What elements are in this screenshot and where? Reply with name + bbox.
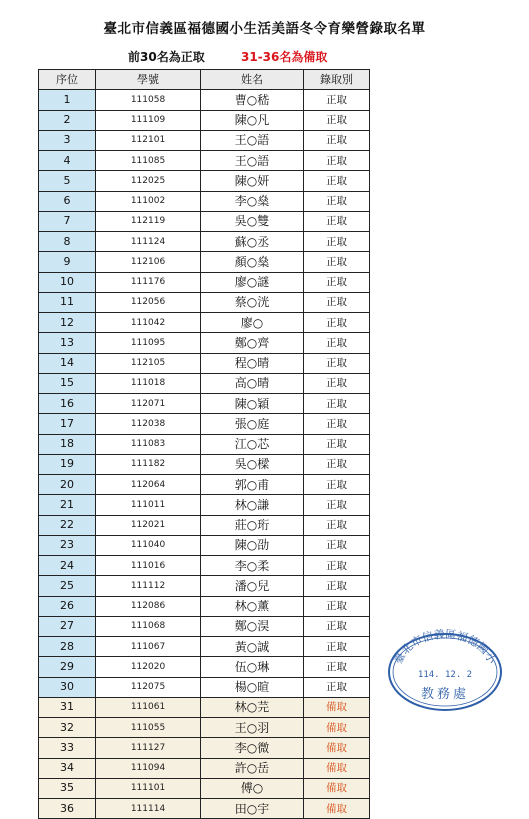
table-row bbox=[39, 394, 370, 414]
stamp-date: 114. 12. 2 bbox=[417, 670, 473, 680]
table-row bbox=[39, 191, 370, 211]
table-row bbox=[39, 151, 370, 171]
student-id-cell: 111058 bbox=[96, 90, 201, 110]
student-id-cell: 111101 bbox=[96, 778, 201, 798]
name-cell: 莊○珩 bbox=[201, 515, 304, 535]
name-cell: 林○薰 bbox=[201, 596, 304, 616]
status-cell: 正取 bbox=[304, 515, 370, 535]
name-cell: 林○芫 bbox=[201, 697, 304, 717]
table-row bbox=[39, 252, 370, 272]
student-id-cell: 112101 bbox=[96, 130, 201, 150]
name-cell: 黃○誠 bbox=[201, 637, 304, 657]
name-cell: 吳○樑 bbox=[201, 454, 304, 474]
admission-table bbox=[38, 69, 370, 819]
name-cell: 王○語 bbox=[201, 130, 304, 150]
name-cell: 程○晴 bbox=[201, 353, 304, 373]
status-cell: 正取 bbox=[304, 596, 370, 616]
student-id-cell: 111124 bbox=[96, 232, 201, 252]
table-row bbox=[39, 171, 370, 191]
name-cell: 林○謙 bbox=[201, 495, 304, 515]
admitted-note: 前30名為正取 bbox=[128, 50, 205, 64]
table-row bbox=[39, 596, 370, 616]
student-id-cell: 111109 bbox=[96, 110, 201, 130]
student-id-cell: 111085 bbox=[96, 151, 201, 171]
table-row bbox=[39, 333, 370, 353]
table-row bbox=[39, 110, 370, 130]
name-cell: 蘇○丞 bbox=[201, 232, 304, 252]
table-row bbox=[39, 353, 370, 373]
name-cell: 傅○ bbox=[201, 778, 304, 798]
status-cell: 正取 bbox=[304, 130, 370, 150]
status-cell: 正取 bbox=[304, 373, 370, 393]
status-cell: 正取 bbox=[304, 353, 370, 373]
status-cell: 正取 bbox=[304, 637, 370, 657]
student-id-cell: 111112 bbox=[96, 576, 201, 596]
name-cell: 伍○琳 bbox=[201, 657, 304, 677]
status-cell: 正取 bbox=[304, 454, 370, 474]
rank-cell: 1 bbox=[39, 90, 96, 110]
rank-cell: 17 bbox=[39, 414, 96, 434]
student-id-cell: 111068 bbox=[96, 616, 201, 636]
header-rank: 序位 bbox=[39, 70, 96, 90]
table-row bbox=[39, 130, 370, 150]
student-id-cell: 111002 bbox=[96, 191, 201, 211]
student-id-cell: 112105 bbox=[96, 353, 201, 373]
table-row bbox=[39, 454, 370, 474]
name-cell: 潘○兒 bbox=[201, 576, 304, 596]
student-id-cell: 112020 bbox=[96, 657, 201, 677]
student-id-cell: 111042 bbox=[96, 313, 201, 333]
status-cell: 正取 bbox=[304, 333, 370, 353]
header-name: 姓名 bbox=[201, 70, 304, 90]
status-cell: 正取 bbox=[304, 535, 370, 555]
rank-cell: 16 bbox=[39, 394, 96, 414]
waitlist-note: 31-36名為備取 bbox=[241, 50, 328, 64]
student-id-cell: 111182 bbox=[96, 454, 201, 474]
rank-cell: 7 bbox=[39, 211, 96, 231]
rank-cell: 27 bbox=[39, 616, 96, 636]
name-cell: 顏○燊 bbox=[201, 252, 304, 272]
rank-cell: 32 bbox=[39, 718, 96, 738]
rank-cell: 30 bbox=[39, 677, 96, 697]
student-id-cell: 112025 bbox=[96, 171, 201, 191]
name-cell: 吳○雙 bbox=[201, 211, 304, 231]
rank-cell: 2 bbox=[39, 110, 96, 130]
status-cell: 正取 bbox=[304, 475, 370, 495]
rank-cell: 25 bbox=[39, 576, 96, 596]
header-student-id: 學號 bbox=[96, 70, 201, 90]
status-cell: 正取 bbox=[304, 292, 370, 312]
stamp-school-text: 臺北市信義區福德國小 bbox=[391, 628, 499, 666]
name-cell: 陳○劭 bbox=[201, 535, 304, 555]
student-id-cell: 111067 bbox=[96, 637, 201, 657]
name-cell: 曹○嵇 bbox=[201, 90, 304, 110]
student-id-cell: 112064 bbox=[96, 475, 201, 495]
student-id-cell: 111040 bbox=[96, 535, 201, 555]
student-id-cell: 112075 bbox=[96, 677, 201, 697]
status-cell: 正取 bbox=[304, 677, 370, 697]
table-body bbox=[39, 90, 370, 819]
status-cell: 正取 bbox=[304, 171, 370, 191]
status-cell: 備取 bbox=[304, 799, 370, 819]
name-cell: 許○岳 bbox=[201, 758, 304, 778]
student-id-cell: 111011 bbox=[96, 495, 201, 515]
status-cell: 正取 bbox=[304, 211, 370, 231]
rank-cell: 14 bbox=[39, 353, 96, 373]
status-cell: 備取 bbox=[304, 718, 370, 738]
student-id-cell: 111061 bbox=[96, 697, 201, 717]
name-cell: 陳○凡 bbox=[201, 110, 304, 130]
name-cell: 王○語 bbox=[201, 151, 304, 171]
rank-cell: 4 bbox=[39, 151, 96, 171]
table-row bbox=[39, 313, 370, 333]
name-cell: 田○宇 bbox=[201, 799, 304, 819]
student-id-cell: 112071 bbox=[96, 394, 201, 414]
student-id-cell: 111094 bbox=[96, 758, 201, 778]
table-row bbox=[39, 515, 370, 535]
name-cell: 陳○妍 bbox=[201, 171, 304, 191]
student-id-cell: 112038 bbox=[96, 414, 201, 434]
rank-cell: 26 bbox=[39, 596, 96, 616]
student-id-cell: 112021 bbox=[96, 515, 201, 535]
student-id-cell: 111127 bbox=[96, 738, 201, 758]
student-id-cell: 111095 bbox=[96, 333, 201, 353]
status-cell: 正取 bbox=[304, 110, 370, 130]
table-row bbox=[39, 434, 370, 454]
header-status: 錄取別 bbox=[304, 70, 370, 90]
name-cell: 廖○ bbox=[201, 313, 304, 333]
status-cell: 正取 bbox=[304, 495, 370, 515]
rank-cell: 6 bbox=[39, 191, 96, 211]
name-cell: 李○微 bbox=[201, 738, 304, 758]
rank-cell: 28 bbox=[39, 637, 96, 657]
name-cell: 李○柔 bbox=[201, 556, 304, 576]
status-cell: 正取 bbox=[304, 616, 370, 636]
document-title: 臺北市信義區福德國小生活美語冬令育樂營錄取名單 bbox=[103, 21, 426, 37]
rank-cell: 22 bbox=[39, 515, 96, 535]
name-cell: 張○庭 bbox=[201, 414, 304, 434]
name-cell: 蔡○洸 bbox=[201, 292, 304, 312]
status-cell: 正取 bbox=[304, 272, 370, 292]
name-cell: 高○晴 bbox=[201, 373, 304, 393]
rank-cell: 8 bbox=[39, 232, 96, 252]
student-id-cell: 111176 bbox=[96, 272, 201, 292]
table-row bbox=[39, 556, 370, 576]
table-header-row bbox=[39, 70, 370, 90]
table-row bbox=[39, 778, 370, 798]
rank-cell: 19 bbox=[39, 454, 96, 474]
rank-cell: 21 bbox=[39, 495, 96, 515]
rank-cell: 15 bbox=[39, 373, 96, 393]
table-row bbox=[39, 211, 370, 231]
name-cell: 郭○甫 bbox=[201, 475, 304, 495]
table-row bbox=[39, 718, 370, 738]
status-cell: 備取 bbox=[304, 738, 370, 758]
status-cell: 備取 bbox=[304, 778, 370, 798]
rank-cell: 24 bbox=[39, 556, 96, 576]
student-id-cell: 111016 bbox=[96, 556, 201, 576]
rank-cell: 11 bbox=[39, 292, 96, 312]
status-cell: 正取 bbox=[304, 90, 370, 110]
rank-cell: 13 bbox=[39, 333, 96, 353]
name-cell: 鄭○淏 bbox=[201, 616, 304, 636]
status-cell: 正取 bbox=[304, 313, 370, 333]
status-cell: 正取 bbox=[304, 657, 370, 677]
student-id-cell: 112056 bbox=[96, 292, 201, 312]
status-cell: 正取 bbox=[304, 191, 370, 211]
status-cell: 正取 bbox=[304, 151, 370, 171]
rank-cell: 31 bbox=[39, 697, 96, 717]
table-row bbox=[39, 90, 370, 110]
rank-cell: 35 bbox=[39, 778, 96, 798]
rank-cell: 3 bbox=[39, 130, 96, 150]
table-row bbox=[39, 576, 370, 596]
table-row bbox=[39, 637, 370, 657]
table-row bbox=[39, 738, 370, 758]
name-cell: 王○羽 bbox=[201, 718, 304, 738]
rank-cell: 34 bbox=[39, 758, 96, 778]
rank-cell: 36 bbox=[39, 799, 96, 819]
name-cell: 鄭○齊 bbox=[201, 333, 304, 353]
name-cell: 廖○謎 bbox=[201, 272, 304, 292]
rank-cell: 10 bbox=[39, 272, 96, 292]
rank-cell: 33 bbox=[39, 738, 96, 758]
table-row bbox=[39, 677, 370, 697]
rank-cell: 9 bbox=[39, 252, 96, 272]
table-row bbox=[39, 535, 370, 555]
table-row bbox=[39, 495, 370, 515]
rank-cell: 23 bbox=[39, 535, 96, 555]
table-row bbox=[39, 799, 370, 819]
status-cell: 正取 bbox=[304, 394, 370, 414]
status-cell: 正取 bbox=[304, 434, 370, 454]
rank-cell: 18 bbox=[39, 434, 96, 454]
status-cell: 備取 bbox=[304, 758, 370, 778]
stamp-office: 教務處 bbox=[420, 687, 470, 702]
status-cell: 正取 bbox=[304, 232, 370, 252]
rank-cell: 12 bbox=[39, 313, 96, 333]
name-cell: 李○燊 bbox=[201, 191, 304, 211]
rank-cell: 5 bbox=[39, 171, 96, 191]
status-cell: 正取 bbox=[304, 556, 370, 576]
student-id-cell: 112086 bbox=[96, 596, 201, 616]
student-id-cell: 111055 bbox=[96, 718, 201, 738]
table-row bbox=[39, 758, 370, 778]
table-row bbox=[39, 292, 370, 312]
name-cell: 楊○暄 bbox=[201, 677, 304, 697]
table-row bbox=[39, 475, 370, 495]
table-row bbox=[39, 657, 370, 677]
status-cell: 正取 bbox=[304, 414, 370, 434]
student-id-cell: 111114 bbox=[96, 799, 201, 819]
status-cell: 備取 bbox=[304, 697, 370, 717]
status-cell: 正取 bbox=[304, 252, 370, 272]
table-row bbox=[39, 373, 370, 393]
table-row bbox=[39, 232, 370, 252]
student-id-cell: 111083 bbox=[96, 434, 201, 454]
school-seal-stamp bbox=[386, 628, 504, 712]
name-cell: 江○芯 bbox=[201, 434, 304, 454]
rank-cell: 20 bbox=[39, 475, 96, 495]
student-id-cell: 112106 bbox=[96, 252, 201, 272]
rank-cell: 29 bbox=[39, 657, 96, 677]
student-id-cell: 112119 bbox=[96, 211, 201, 231]
table-row bbox=[39, 414, 370, 434]
table-row bbox=[39, 272, 370, 292]
name-cell: 陳○穎 bbox=[201, 394, 304, 414]
table-row bbox=[39, 697, 370, 717]
status-cell: 正取 bbox=[304, 576, 370, 596]
student-id-cell: 111018 bbox=[96, 373, 201, 393]
table-row bbox=[39, 616, 370, 636]
